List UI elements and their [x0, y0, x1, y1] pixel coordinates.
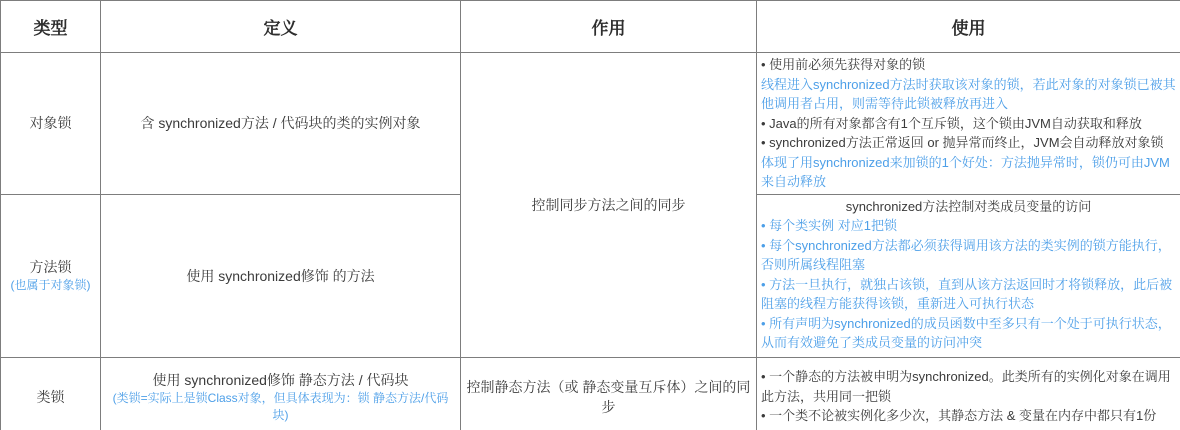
usage-line-title: synchronized方法控制对类成员变量的访问	[845, 198, 1092, 214]
usage-line: • synchronized方法正常返回 or 抛异常而终止，JVM会自动释放对象锁	[761, 135, 1164, 150]
usage-line-annotation: • 每个类实例 对应1把锁	[761, 218, 898, 233]
column-header-function: 作用	[461, 1, 757, 53]
class-lock-type-cell: 类锁	[1, 357, 101, 430]
shared-function-cell: 控制同步方法之间的同步	[461, 53, 757, 358]
object-lock-row	[1, 53, 1180, 195]
header-row	[1, 1, 1180, 53]
usage-line-annotation: • 每个synchronized方法都必须获得调用该方法的类实例的锁方能执行，否则所属线程阻塞	[761, 237, 1171, 272]
method-lock-usage-cell	[757, 194, 1180, 357]
usage-line: • 一个静态的方法被申明为synchronized。此类所有的实例化对象在调用此方法，共用同一把锁	[761, 369, 1171, 404]
usage-line: • 使用前必须先获得对象的锁	[761, 57, 926, 72]
class-lock-definition-cell	[101, 357, 461, 430]
usage-line-annotation: 线程进入synchronized方法时获取该对象的锁，若此对象的对象锁已被其他调用者占用，则需等待此锁被释放再进入	[761, 76, 1176, 111]
column-header-type: 类型	[1, 1, 101, 53]
class-lock-function-cell: 控制静态方法（或 静态变量互斥体）之间的同步	[461, 357, 757, 430]
usage-line-annotation: • 所有声明为synchronized的成员函数中至多只有一个处于可执行状态，从而有效避免了类成员变量的访问冲突	[761, 315, 1171, 350]
usage-line-annotation: • 方法一旦执行，就独占该锁，直到从该方法返回时才将锁释放，此后被阻塞的线程方能获得该锁，重新进入可执行状态	[761, 276, 1173, 311]
method-lock-type-note: (也属于对象锁)	[10, 278, 91, 292]
column-header-definition: 定义	[101, 1, 461, 53]
class-lock-definition-note: (类锁=实际上是锁Class对象，但具体表现为：锁 静态方法/代码块)	[112, 390, 449, 422]
method-lock-type-cell	[1, 194, 101, 357]
method-lock-definition-cell: 使用 synchronized修饰 的方法	[101, 194, 461, 357]
class-lock-definition-label: 使用 synchronized修饰 静态方法 / 代码块	[152, 371, 409, 388]
object-lock-definition-cell: 含 synchronized方法 / 代码块的类的实例对象	[101, 53, 461, 195]
column-header-usage: 使用	[757, 1, 1180, 53]
usage-line: • 一个类不论被实例化多少次，其静态方法 & 变量在内存中都只有1份	[761, 408, 1157, 424]
object-lock-type-cell: 对象锁	[1, 53, 101, 195]
usage-line: • Java的所有对象都含有1个互斥锁，这个锁由JVM自动获取和释放	[761, 115, 1142, 131]
usage-line-annotation: 体现了用synchronized来加锁的1个好处：方法抛异常时，锁仍可由JVM来自动释放	[761, 154, 1170, 189]
class-lock-usage-cell	[757, 357, 1180, 430]
object-lock-usage-cell	[757, 53, 1180, 195]
method-lock-type-label: 方法锁	[29, 259, 72, 275]
class-lock-row	[1, 357, 1180, 430]
